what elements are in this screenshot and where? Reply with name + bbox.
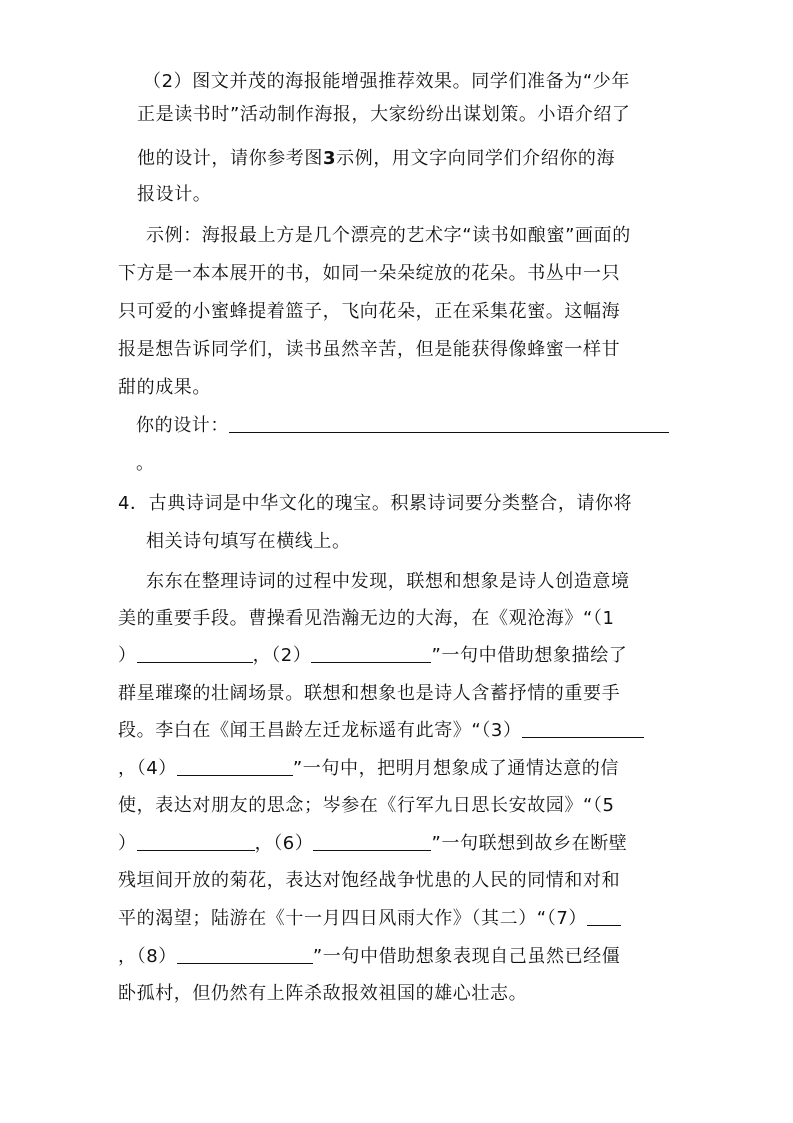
example-line-4: 报是想告诉同学们，读书虽然辛苦，但是能获得像蜂蜜一样甘 <box>118 339 621 360</box>
q4-p11-b: ”一句中借助想象表现自己虽然已经僵 <box>312 946 621 967</box>
q2-line-1: （2）图文并茂的海报能增强推荐效果。同学们准备为“少年 <box>143 71 630 92</box>
q4-p6-b: ”一句中，把明月想象成了通情达意的信 <box>292 758 619 779</box>
q4-para-line-11 <box>118 945 620 969</box>
q4-p3-b: ，（2） <box>252 645 312 666</box>
blank-5[interactable] <box>137 832 255 851</box>
q4-para-line-9: 残垣间开放的菊花，表达对饱经战争忧患的人民的同情和对和 <box>118 870 621 891</box>
q4-para-line-6 <box>118 757 619 781</box>
q4-p8-c: ”一句联想到故乡在断壁 <box>431 833 628 854</box>
example-line-1: 示例：海报最上方是几个漂亮的艺术字“读书如酿蜜”画面的 <box>146 225 631 246</box>
blank-6[interactable] <box>313 832 431 851</box>
q4-line-1: 4．古典诗词是中华文化的瑰宝。积累诗词要分类整合，请你将 <box>118 493 633 514</box>
q4-p5-text: 段。李白在《闻王昌龄左迁龙标遥有此寄》“（3） <box>118 720 522 741</box>
q4-para-line-10 <box>118 907 621 931</box>
example-line-3: 只可爱的小蜜蜂提着篮子，飞向花朵，正在采集花蜜。这幅海 <box>118 301 621 322</box>
blank-4[interactable] <box>177 757 293 776</box>
blank-7[interactable] <box>587 907 621 926</box>
q4-line-2: 相关诗句填写在横线上。 <box>146 531 351 552</box>
q2-line-3 <box>137 147 615 171</box>
q4-p3-c: ”一句中借助想象描绘了 <box>431 645 628 666</box>
q4-p10-text: 平的渴望；陆游在《十一月四日风雨大作》（其二）“（7） <box>118 908 587 929</box>
blank-8[interactable] <box>177 945 313 964</box>
q4-para-line-7: 使，表达对朋友的思念；岑参在《行军九日思长安故园》“（5 <box>118 795 615 816</box>
q4-para-line-2: 美的重要手段。曹操看见浩瀚无边的大海，在《观沧海》“（1 <box>118 608 615 629</box>
q2-line-4: 报设计。 <box>137 184 212 205</box>
q4-para-line-1: 东东在整理诗词的过程中发现，联想和想象是诗人创造意境 <box>146 571 630 592</box>
q4-para-line-5 <box>118 719 644 743</box>
blank-2[interactable] <box>311 644 431 663</box>
q4-p8-b: ，（6） <box>254 833 314 854</box>
q4-para-line-12: 卧孤村，但仍然有上阵杀敌报效祖国的雄心壮志。 <box>118 983 528 1004</box>
q4-para-line-3 <box>118 644 627 668</box>
q4-p6-a: ，（4） <box>118 758 177 779</box>
q4-p8-a: ） <box>118 833 137 854</box>
q4-para-line-4: 群星璀璨的壮阔场景。联想和想象也是诗人含蓄抒情的重要手 <box>118 683 621 704</box>
example-line-2: 下方是一本本展开的书，如同一朵朵绽放的花朵。书丛中一只 <box>118 263 621 284</box>
figure-number: 3 <box>323 148 337 169</box>
q4-para-line-8 <box>118 832 627 856</box>
design-label: 你的设计： <box>136 415 229 436</box>
q4-p3-a: ） <box>118 645 137 666</box>
design-blank[interactable] <box>229 414 669 433</box>
design-end: 。 <box>136 453 155 474</box>
q4-p11-a: ，（8） <box>118 946 177 967</box>
blank-3[interactable] <box>522 719 644 738</box>
q2-line-3-text-c: 示例，用文字向同学们介绍你的海 <box>336 148 616 169</box>
q2-line-2: 正是读书时”活动制作海报，大家纷纷出谋划策。小语介绍了 <box>137 104 631 125</box>
example-line-5: 甜的成果。 <box>118 377 211 398</box>
blank-1[interactable] <box>137 644 253 663</box>
design-row <box>136 414 669 438</box>
q2-line-3-text-a: 他的设计，请你参考图 <box>137 148 323 169</box>
